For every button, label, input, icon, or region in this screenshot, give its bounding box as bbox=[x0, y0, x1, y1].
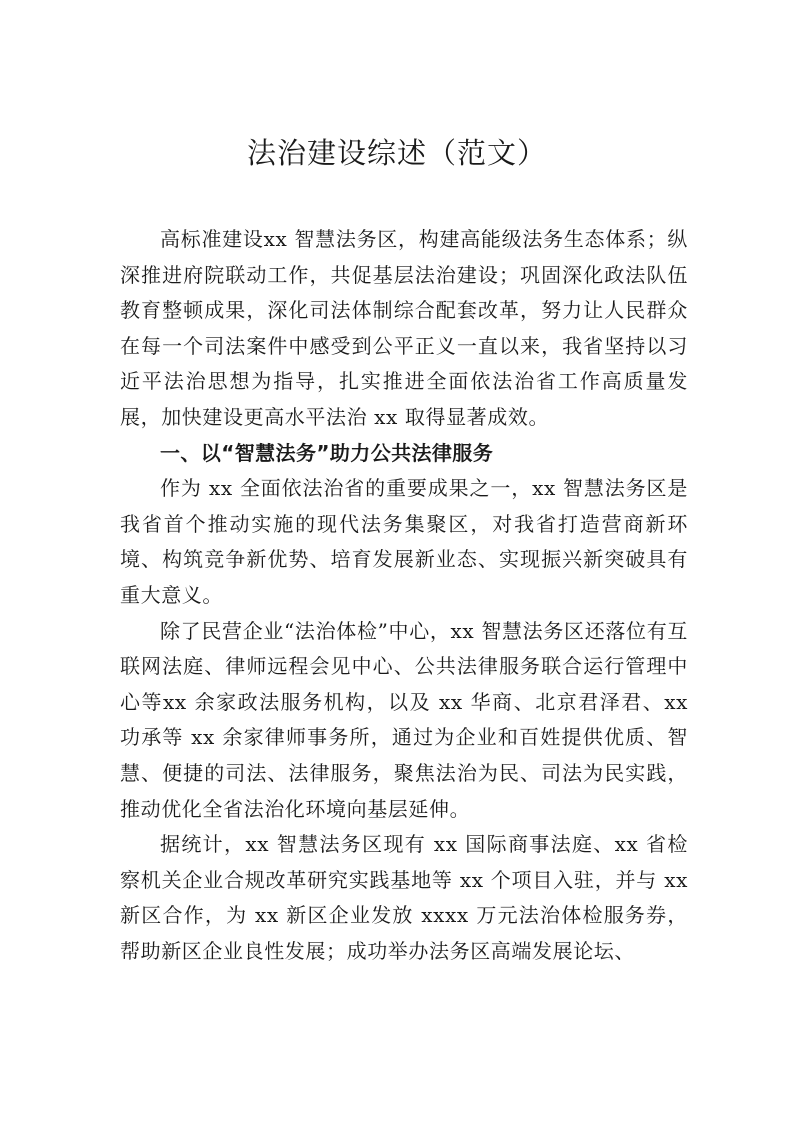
paragraph-3: 据统计，xx 智慧法务区现有 xx 国际商事法庭、xx 省检察机关企业合规改革研究实践基地等 xx 个项目入驻，并与 xx 新区合作，为 xx 新区企业发放 xxxx 万元法治体检服务券，帮助新区企业良性发展；成功举办法务区高端发展论坛、 bbox=[120, 832, 688, 963]
document-title: 法治建设综述（范文） bbox=[246, 136, 547, 170]
section-heading-1: 一、以“智慧法务”助力公共法律服务 bbox=[160, 440, 494, 465]
intro-paragraph: 高标准建设xx 智慧法务区，构建高能级法务生态体系；纵深推进府院联动工作，共促基层法治建设；巩固深化政法队伍教育整顿成果，深化司法体制综合配套改革，努力让人民群众在每一个司法案件中感受到公平正义一直以来，我省坚持以习近平法治思想为指导，扎实推进全面依法治省工作高质量发展，加快建设更高水平法治 xx 取得显著成效。 bbox=[120, 227, 688, 429]
paragraph-1: 作为 xx 全面依法治省的重要成果之一，xx 智慧法务区是我省首个推动实施的现代法务集聚区，对我省打造营商新环境、构筑竞争新优势、培育发展新业态、实现振兴新突破具有重大意义。 bbox=[120, 476, 688, 607]
paragraph-2: 除了民营企业“法治体检”中心，xx 智慧法务区还落位有互联网法庭、律师远程会见中心、公共法律服务联合运行管理中心等xx 余家政法服务机构，以及 xx 华商、北京君泽君、xx 功承等 xx 余家律师事务所，通过为企业和百姓提供优质、智慧、便捷的司法、法律服务，聚焦法治为民、司法为民实践，推动优化全省法治化环境向基层延伸。 bbox=[120, 618, 688, 821]
document-body bbox=[120, 222, 688, 969]
